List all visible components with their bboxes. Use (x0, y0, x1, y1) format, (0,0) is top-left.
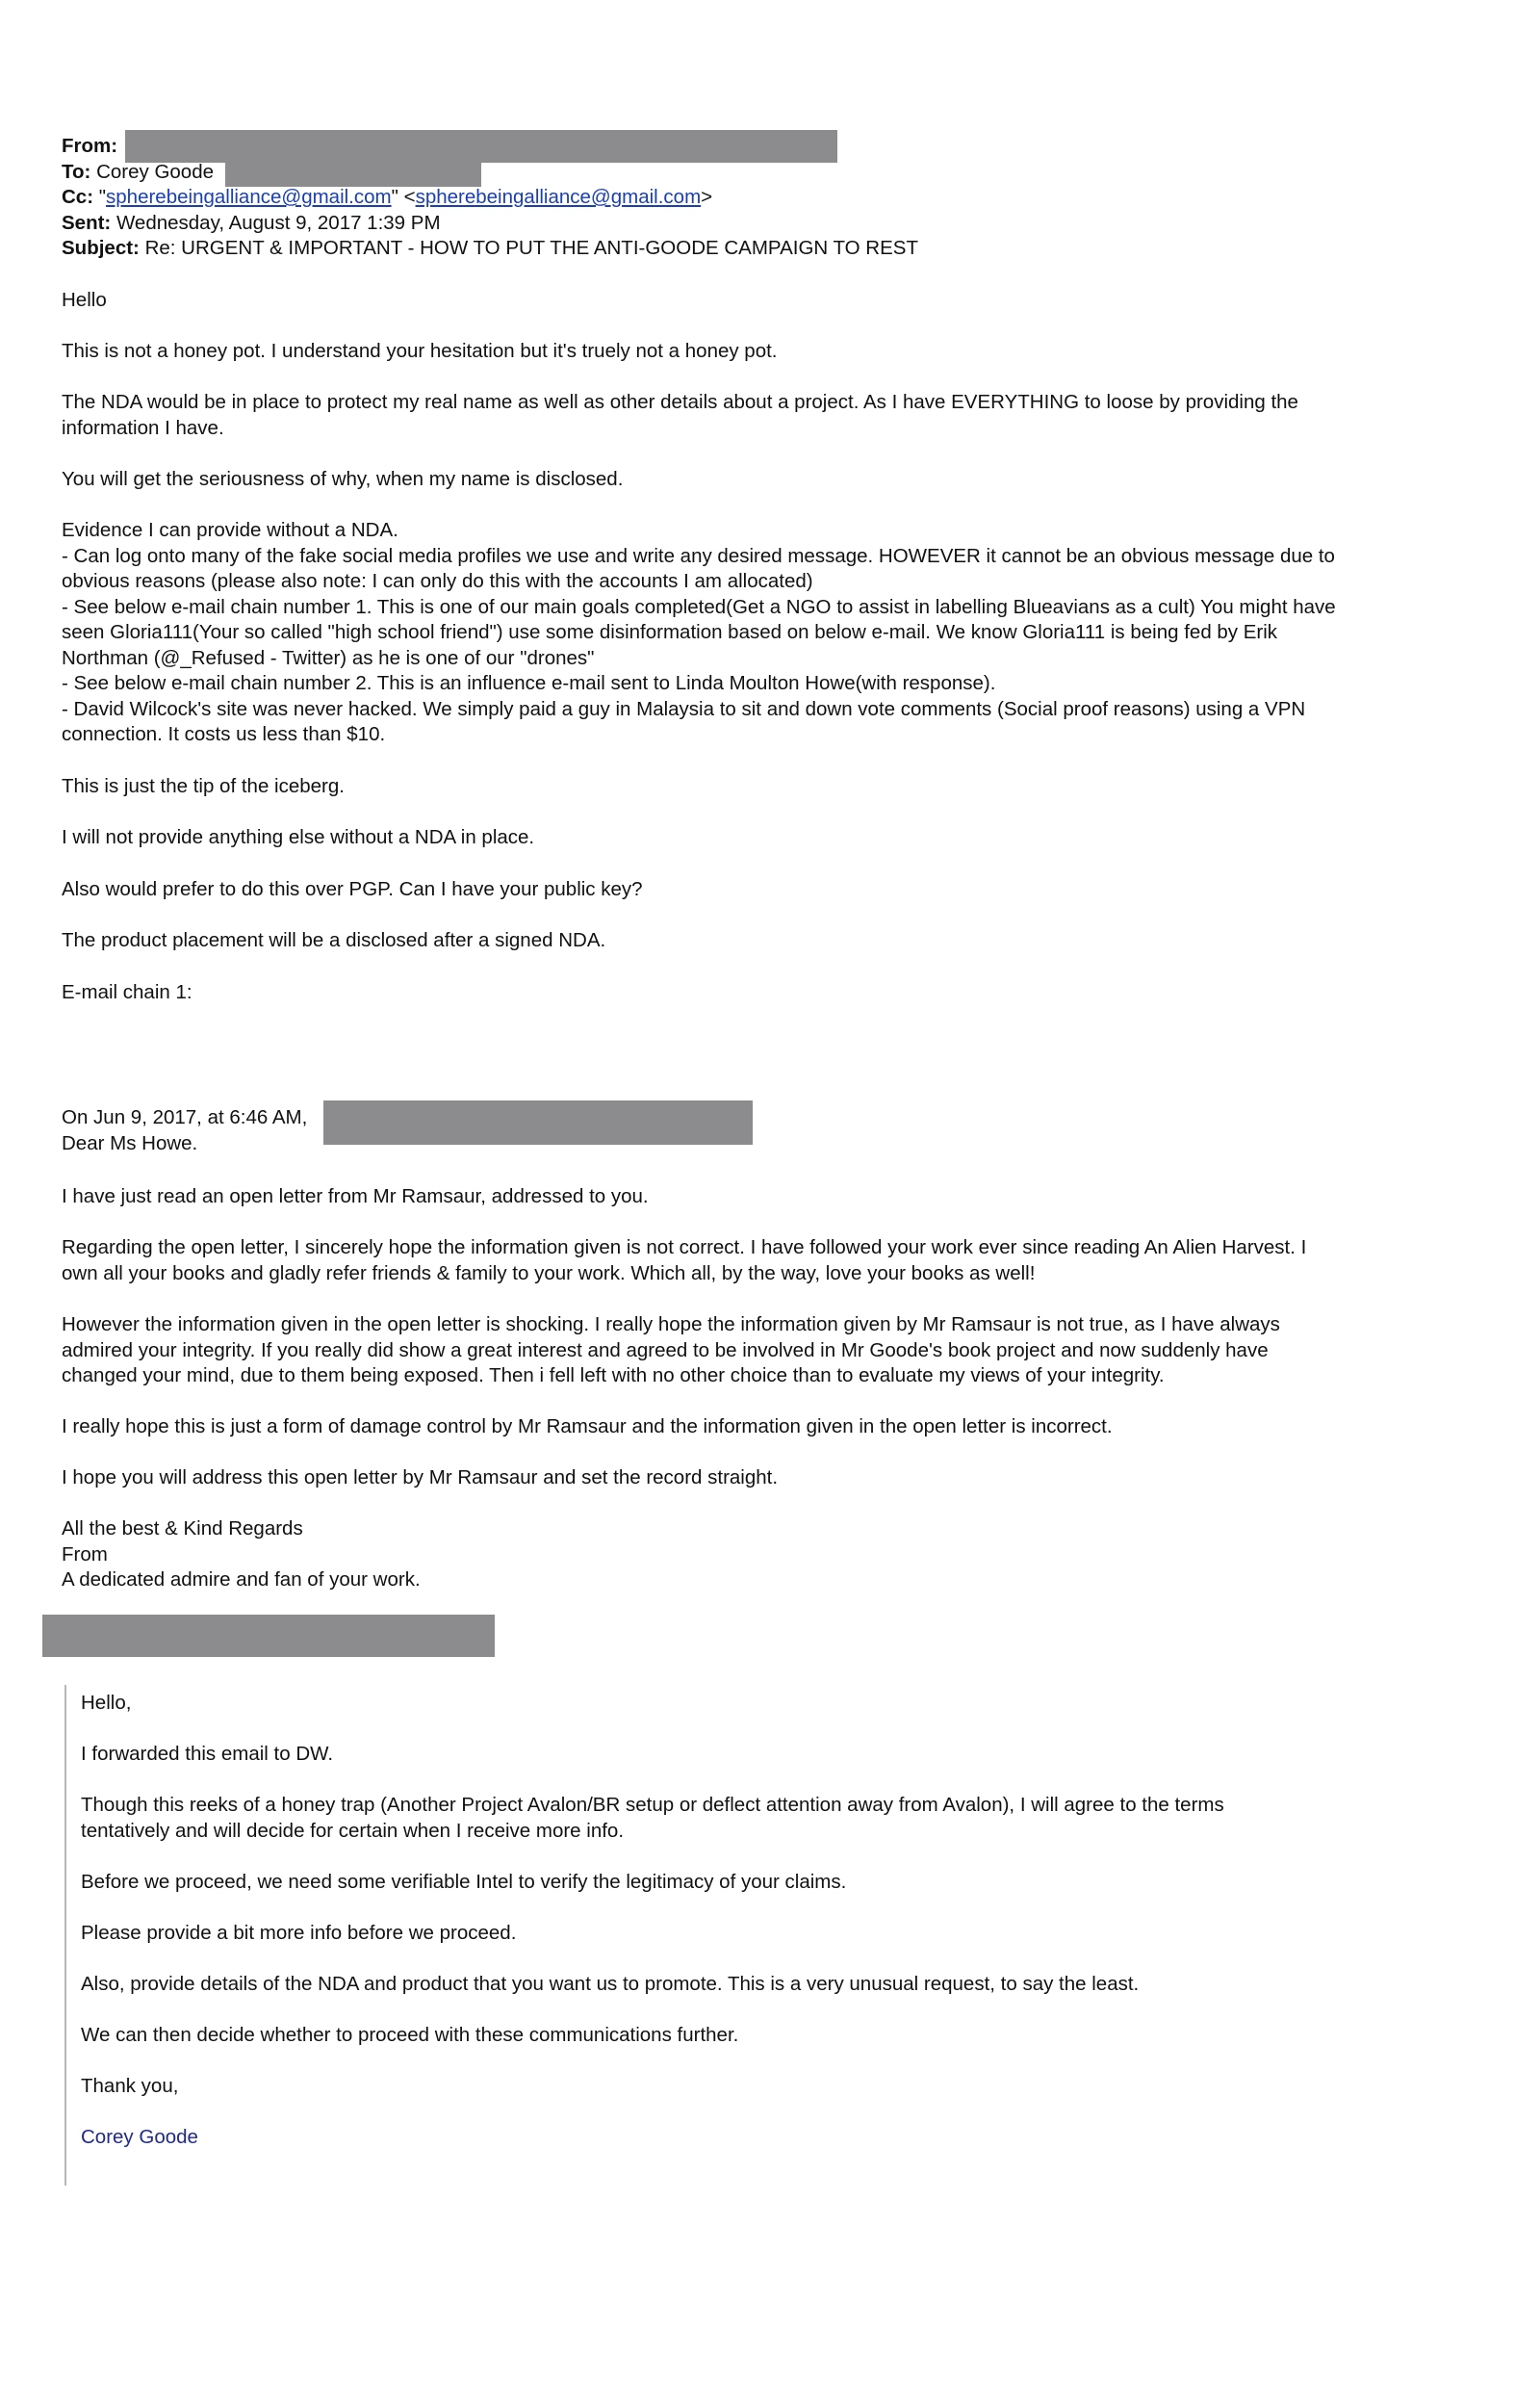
body-para-7: The product placement will be a disclosed after a signed NDA. (62, 929, 606, 951)
chain1-para-2 (62, 1235, 1428, 1286)
body-greeting: Hello (62, 289, 107, 311)
evidence-heading: Evidence I can provide without a NDA. (62, 519, 398, 541)
reply-para-3: Before we proceed, we need some verifiable Intel to verify the legitimacy of your claims. (81, 1871, 847, 1893)
chain1-closing-line-1: All the best & Kind Regards (62, 1517, 303, 1540)
chain1-para-1: I have just read an open letter from Mr Ramsaur, addressed to you. (62, 1185, 649, 1207)
chain1-closing (62, 1516, 1428, 1593)
body-para-1: This is not a honey pot. I understand your hesitation but it's truely not a honey pot. (62, 340, 778, 362)
to-value: Corey Goode (96, 160, 214, 183)
cc-email-link[interactable]: spherebeingalliance@gmail.com (415, 186, 702, 208)
chain1-intro (62, 1105, 1428, 1156)
chain1-on-line: On Jun 9, 2017, at 6:46 AM, (62, 1106, 308, 1128)
subject-line (62, 236, 1428, 262)
body-para-2-line-1: The NDA would be in place to protect my real name as well as other details about a project. As I have EVERYTHING to loose by providing the (62, 391, 1298, 413)
chain1-para-2-line-1: Regarding the open letter, I sincerely hope the information given is not correct. I have followed your work ever since reading An Alien Harvest. I (62, 1236, 1307, 1258)
evidence-line-3: - See below e-mail chain number 1. This is one of our main goals completed(Get a NGO to assist in labelling Blueavians as a cult) You might have (62, 595, 1336, 618)
chain1-para-3 (62, 1312, 1428, 1389)
sent-value: Wednesday, August 9, 2017 1:39 PM (116, 211, 441, 234)
chain1-para-3-line-3: changed your mind, due to them being exposed. Then i fell left with no other choice than to evaluate my views of your integrity. (62, 1364, 1165, 1386)
evidence-line-4: seen Gloria111(Your so called "high school friend") use some disinformation based on below e-mail. We know Gloria111 is being fed by Erik (62, 621, 1278, 643)
chain-1-label: E-mail chain 1: (62, 981, 192, 1003)
chain1-para-2-line-2: own all your books and gladly refer friends & family to your work. Which all, by the way, love your books as well! (62, 1261, 1036, 1284)
reply-para-2-line-1: Though this reeks of a honey trap (Another Project Avalon/BR setup or deflect attention away from Avalon), I will agree to the terms (81, 1794, 1224, 1816)
body-para-2 (62, 390, 1428, 441)
cc-name-link[interactable]: spherebeingalliance@gmail.com (106, 186, 392, 208)
chain1-closing-line-2: From (62, 1542, 108, 1566)
evidence-line-5: Northman (@_Refused - Twitter) as he is one of our "drones" (62, 646, 595, 669)
quote-bar (64, 1685, 66, 2186)
from-label: From: (62, 135, 118, 157)
cc-bracket-close: > (701, 186, 713, 208)
sent-label: Sent: (62, 211, 112, 234)
evidence-line-7: - David Wilcock's site was never hacked. We simply paid a guy in Malaysia to sit and down vote comments (Social proof reasons) using a VPN (62, 697, 1306, 720)
evidence-line-6: - See below e-mail chain number 2. This is an influence e-mail sent to Linda Moulton Howe(with response). (62, 672, 996, 694)
reply-para-2-line-2: tentatively and will decide for certain when I receive more info. (81, 1819, 625, 1842)
evidence-line-8: connection. It costs us less than $10. (62, 723, 386, 745)
reply-para-5: Also, provide details of the NDA and product that you want us to promote. This is a very unusual request, to say the least. (81, 1973, 1140, 1995)
subject-value: Re: URGENT & IMPORTANT - HOW TO PUT THE ANTI-GOODE CAMPAIGN TO REST (144, 237, 918, 259)
body-para-2-line-2: information I have. (62, 416, 224, 439)
to-label: To: (62, 160, 91, 183)
evidence-line-2: obvious reasons (please also note: I can only do this with the accounts I am allocated) (62, 570, 813, 592)
reply-signature: Corey Goode (81, 2126, 198, 2148)
body-para-6: Also would prefer to do this over PGP. Can I have your public key? (62, 878, 643, 900)
subject-label: Subject: (62, 237, 140, 259)
sent-line (62, 211, 1428, 237)
chain1-para-3-line-1: However the information given in the open letter is shocking. I really hope the information given by Mr Ramsaur is not true, as I have always (62, 1313, 1280, 1335)
reply-para-6: We can then decide whether to proceed with these communications further. (81, 2024, 739, 2046)
from-line (62, 134, 1428, 160)
cc-label: Cc: (62, 186, 94, 208)
cc-quote-close: " < (391, 186, 416, 208)
chain1-para-3-line-2: admired your integrity. If you really did show a great interest and agreed to be involved in Mr Goode's book project and now suddenly have (62, 1338, 1269, 1361)
body-para-3: You will get the seriousness of why, when my name is disclosed. (62, 468, 624, 490)
reply-para-4: Please provide a bit more info before we proceed. (81, 1922, 517, 1944)
evidence-line-1: - Can log onto many of the fake social media profiles we use and write any desired message. HOWEVER it cannot be an obvious message due to (62, 544, 1335, 567)
cc-quote-open: " (98, 186, 107, 208)
email-header (62, 134, 1428, 262)
body-para-5: I will not provide anything else without a NDA in place. (62, 826, 535, 848)
redaction-bar-reply-header (42, 1615, 495, 1657)
chain1-closing-line-3: A dedicated admire and fan of your work. (62, 1568, 421, 1591)
evidence-list (62, 518, 1428, 748)
cc-line (62, 185, 1428, 211)
reply-para-2 (81, 1793, 1409, 1844)
to-line (62, 160, 1428, 186)
body-para-4: This is just the tip of the iceberg. (62, 775, 345, 797)
chain1-salutation: Dear Ms Howe. (62, 1131, 198, 1154)
chain1-para-5: I hope you will address this open letter by Mr Ramsaur and set the record straight. (62, 1466, 779, 1488)
chain1-para-4: I really hope this is just a form of damage control by Mr Ramsaur and the information given in the open letter is incorrect. (62, 1415, 1113, 1437)
reply-greeting: Hello, (81, 1692, 132, 1714)
reply-closing: Thank you, (81, 2075, 179, 2097)
reply-para-1: I forwarded this email to DW. (81, 1743, 334, 1765)
